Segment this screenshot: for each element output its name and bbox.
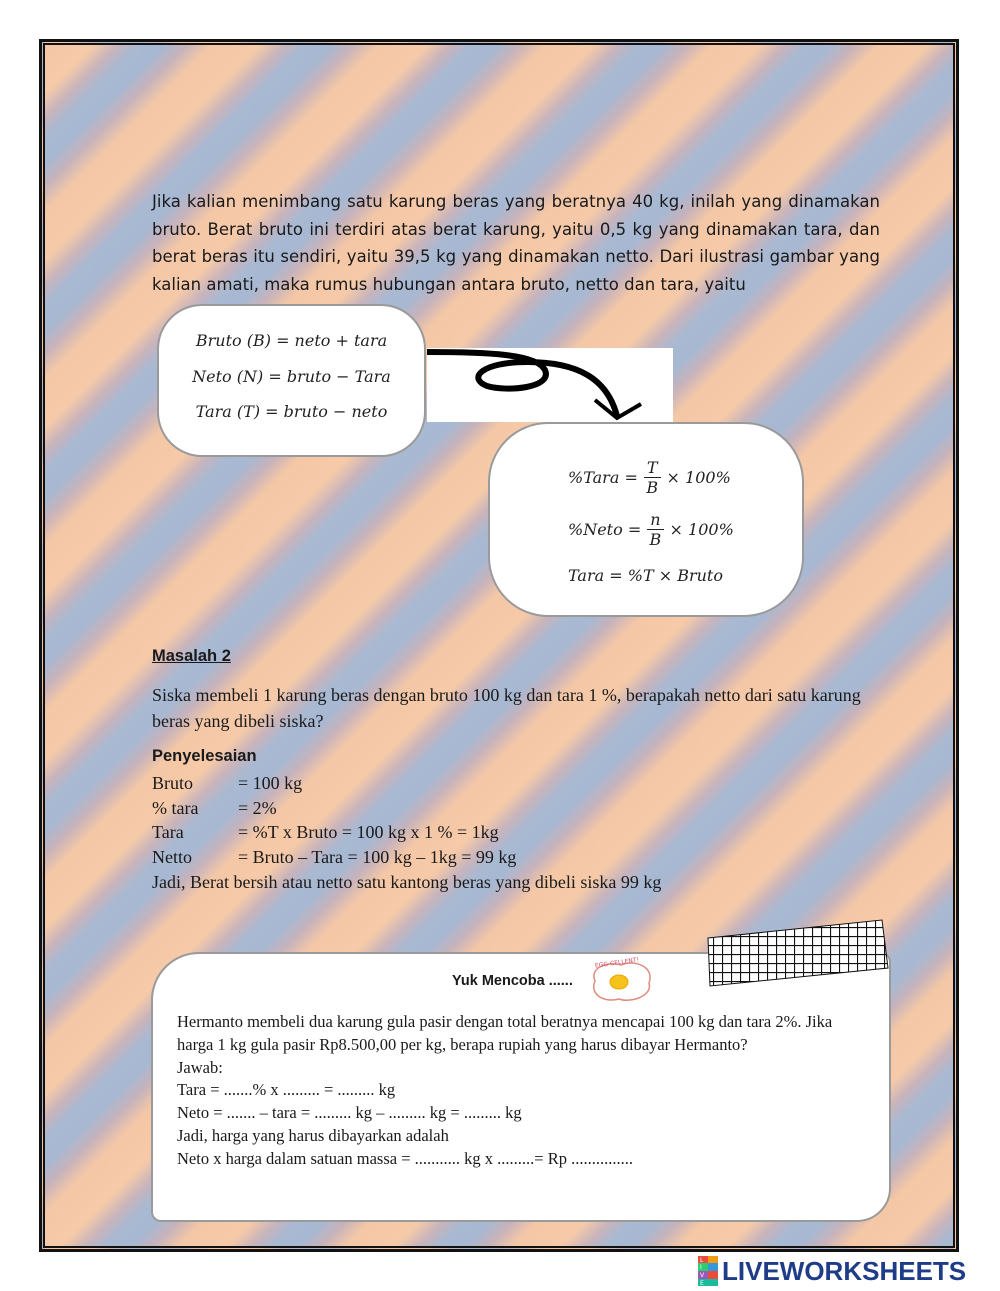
svg-text:L: L xyxy=(700,1257,704,1264)
svg-text:EGG-CELLENT!: EGG-CELLENT! xyxy=(594,956,640,970)
answer-label: Jawab: xyxy=(177,1057,223,1077)
fried-egg-icon xyxy=(585,955,657,1005)
logo-cube-icon xyxy=(698,1256,718,1286)
solution-row: Netto = Bruto – Tara = 100 kg – 1kg = 99 kg xyxy=(152,847,517,868)
formula-bubble-right xyxy=(488,422,804,617)
solution-conclusion: Jadi, Berat bersih atau netto satu kantong beras yang dibeli siska 99 kg xyxy=(152,871,662,892)
exercise-content xyxy=(177,1011,867,1171)
formula-tara-from-percent: Tara = %T × Bruto xyxy=(568,566,723,585)
formula-neto: Neto (N) = bruto − Tara xyxy=(192,366,391,386)
exercise-question: Hermanto membeli dua karung gula pasir dengan total beratnya mencapai 100 kg dan tara 2%. Jika harga 1 kg gula pasir Rp8.500,00 per kg, berapa rupiah yang harus dibayar Hermanto? xyxy=(177,1012,833,1054)
formula-tara: Tara (T) = bruto − neto xyxy=(195,402,388,421)
logo-text: LIVEWORKSHEETS xyxy=(722,1255,967,1286)
grid-tape-icon xyxy=(704,918,890,988)
formula-percent-tara: %Tara = $\frac{T}{B}$ × 100% xyxy=(568,458,731,497)
solution-block xyxy=(152,771,892,895)
problem-text: Siska membeli 1 karung beras dengan bruto 100 kg dan tara 1 %, berapakah netto dari satu karung beras yang dibeli siska? xyxy=(152,685,861,731)
svg-text:V: V xyxy=(700,1272,705,1279)
solution-row: Bruto = 100 kg xyxy=(152,773,303,793)
solution-row: % tara = 2% xyxy=(152,797,277,818)
curved-arrow-icon xyxy=(427,348,673,422)
formula-bubble-left xyxy=(157,304,426,457)
solution-row: Tara = %T x Bruto = 100 kg x 1 % = 1kg xyxy=(152,822,499,843)
problem-heading: Masalah 2 xyxy=(152,647,231,665)
answer-line-tara[interactable]: Tara = .......% x ......... = ......... kg xyxy=(177,1080,396,1100)
svg-text:E: E xyxy=(700,1280,704,1286)
liveworksheets-logo xyxy=(698,1256,966,1286)
solution-title: Penyelesaian xyxy=(152,747,257,765)
formula-percent-neto: %Neto = $\frac{n}{B}$ × 100% xyxy=(568,510,734,549)
formula-bruto: Bruto (B) = neto + tara xyxy=(195,331,388,350)
answer-line-final[interactable]: Neto x harga dalam satuan massa = ........... kg x .........= Rp ............... xyxy=(177,1148,633,1168)
intro-paragraph: Jika kalian menimbang satu karung beras yang beratnya 40 kg, inilah yang dinamakan bruto. Berat bruto ini terdiri atas berat karung, yaitu 0,5 kg yang dinamakan tara, dan berat beras itu sendiri, yaitu 39,5 kg yang dinamakan netto. Dari ilustrasi gambar yang kalian amati, maka rumus hubungan antara bruto, netto dan tara, yaitu xyxy=(152,192,880,294)
fraction: $\frac{n}{B}$ xyxy=(647,510,663,549)
answer-line-neto[interactable]: Neto = ....... – tara = ......... kg – ......... kg = ......... kg xyxy=(177,1103,522,1123)
fraction: $\frac{T}{B}$ xyxy=(644,458,661,497)
exercise-title: Yuk Mencoba ...... xyxy=(452,973,573,989)
svg-text:I: I xyxy=(700,1264,702,1271)
answer-line-jadi: Jadi, harga yang harus dibayarkan adalah xyxy=(177,1125,449,1145)
